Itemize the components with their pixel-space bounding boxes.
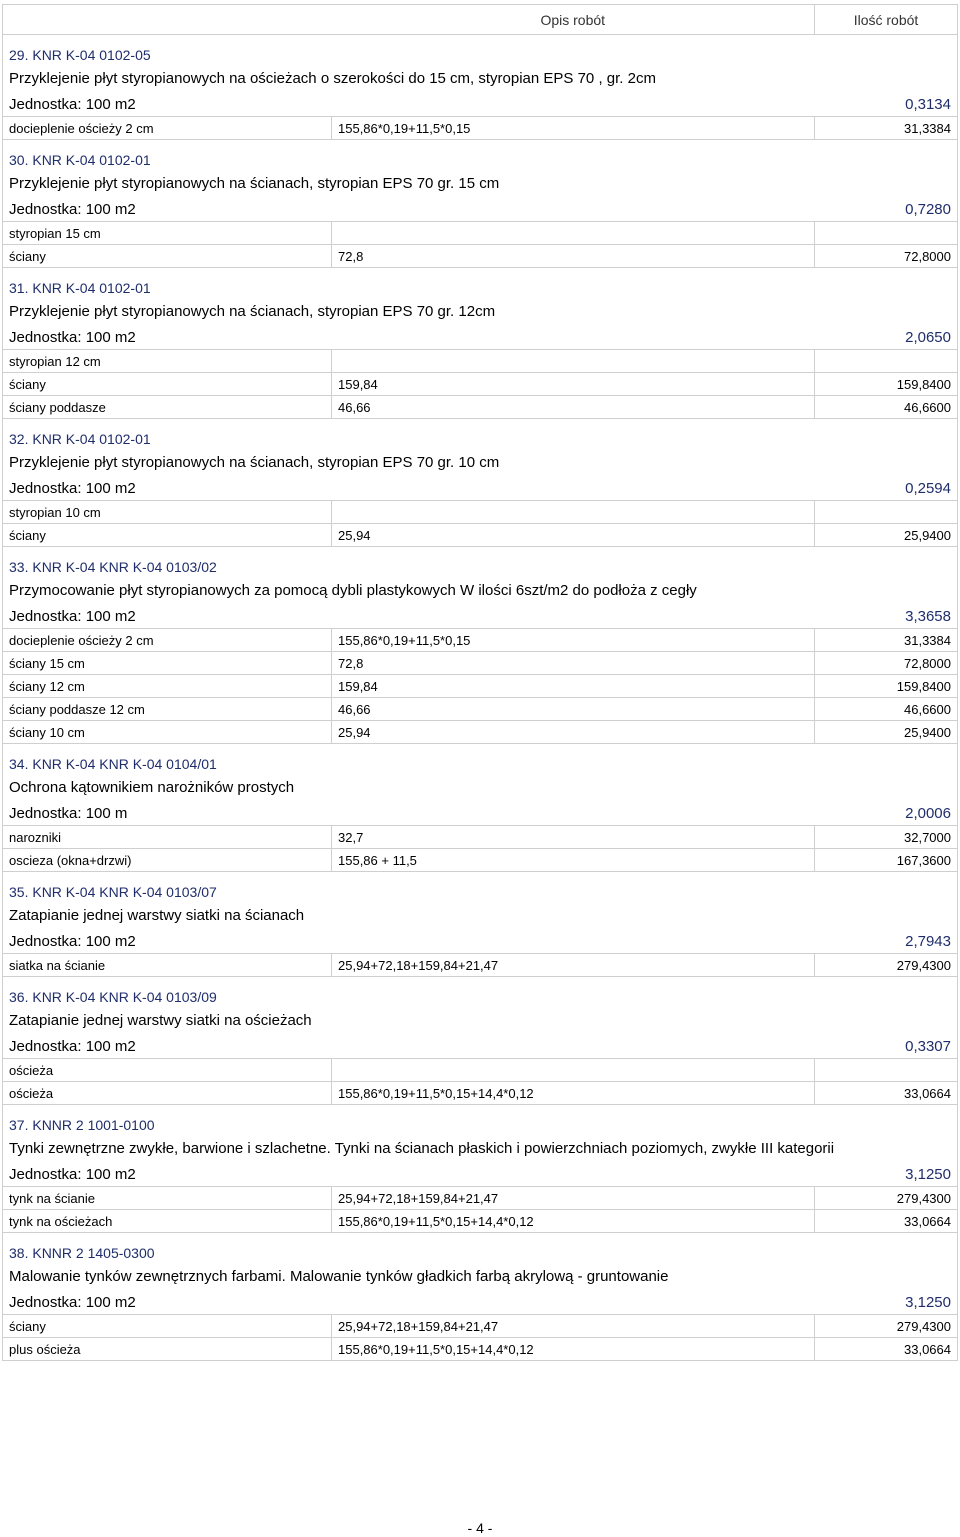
position-number: 31. KNR K-04 0102-01 bbox=[3, 268, 958, 299]
table-header-row bbox=[3, 5, 958, 35]
calculation-result: 32,7000 bbox=[815, 826, 958, 849]
cost-estimate-sheet bbox=[2, 4, 957, 1361]
position-description-row bbox=[3, 1007, 958, 1034]
position-description: Zatapianie jednej warstwy siatki na ościeżach bbox=[3, 1007, 958, 1034]
position-description: Zatapianie jednej warstwy siatki na ścianach bbox=[3, 902, 958, 929]
calculation-formula: 155,86*0,19+11,5*0,15 bbox=[332, 117, 815, 140]
calculation-result: 25,9400 bbox=[815, 524, 958, 547]
unit-row bbox=[3, 1162, 958, 1187]
unit-quantity: 0,3134 bbox=[815, 92, 958, 117]
calculation-result: 159,8400 bbox=[815, 373, 958, 396]
unit-label: Jednostka: 100 m bbox=[3, 801, 332, 826]
unit-label: Jednostka: 100 m2 bbox=[3, 1162, 332, 1187]
unit-label: Jednostka: 100 m2 bbox=[3, 929, 332, 954]
calculation-label: ściany 12 cm bbox=[3, 675, 332, 698]
unit-row bbox=[3, 1290, 958, 1315]
calculation-formula bbox=[332, 350, 815, 373]
unit-spacer bbox=[332, 197, 815, 222]
position-number-row bbox=[3, 35, 958, 66]
calculation-result: 279,4300 bbox=[815, 1315, 958, 1338]
unit-label: Jednostka: 100 m2 bbox=[3, 476, 332, 501]
calculation-row bbox=[3, 1315, 958, 1338]
position-number-row bbox=[3, 419, 958, 450]
calculation-result: 31,3384 bbox=[815, 629, 958, 652]
calculation-label: ściany poddasze 12 cm bbox=[3, 698, 332, 721]
calculation-label: ściany bbox=[3, 1315, 332, 1338]
unit-spacer bbox=[332, 325, 815, 350]
unit-spacer bbox=[332, 1162, 815, 1187]
unit-quantity: 0,3307 bbox=[815, 1034, 958, 1059]
calculation-label: tynk na ścianie bbox=[3, 1187, 332, 1210]
calculation-row bbox=[3, 1082, 958, 1105]
calculation-result: 72,8000 bbox=[815, 652, 958, 675]
position-description-row bbox=[3, 298, 958, 325]
calculation-row bbox=[3, 501, 958, 524]
calculation-row bbox=[3, 1187, 958, 1210]
unit-quantity: 2,0650 bbox=[815, 325, 958, 350]
calculation-formula: 72,8 bbox=[332, 245, 815, 268]
calculation-formula bbox=[332, 501, 815, 524]
unit-label: Jednostka: 100 m2 bbox=[3, 197, 332, 222]
calculation-row bbox=[3, 373, 958, 396]
calculation-result: 279,4300 bbox=[815, 954, 958, 977]
calculation-formula bbox=[332, 222, 815, 245]
calculation-formula: 25,94 bbox=[332, 721, 815, 744]
calculation-result bbox=[815, 1059, 958, 1082]
calculation-label: styropian 15 cm bbox=[3, 222, 332, 245]
page-number: - 4 - bbox=[467, 1520, 493, 1536]
calculation-label: ściany bbox=[3, 373, 332, 396]
calculation-formula: 155,86*0,19+11,5*0,15+14,4*0,12 bbox=[332, 1082, 815, 1105]
unit-spacer bbox=[332, 604, 815, 629]
calculation-label: docieplenie ościeży 2 cm bbox=[3, 629, 332, 652]
calculation-result: 46,6600 bbox=[815, 396, 958, 419]
calculation-formula: 159,84 bbox=[332, 373, 815, 396]
position-number-row bbox=[3, 140, 958, 171]
calculation-row bbox=[3, 524, 958, 547]
position-description-row bbox=[3, 170, 958, 197]
calculation-row bbox=[3, 954, 958, 977]
unit-quantity: 2,0006 bbox=[815, 801, 958, 826]
position-description: Ochrona kątownikiem narożników prostych bbox=[3, 774, 958, 801]
calculation-label: oscieza (okna+drzwi) bbox=[3, 849, 332, 872]
calculation-label: ościeża bbox=[3, 1082, 332, 1105]
position-number: 34. KNR K-04 KNR K-04 0104/01 bbox=[3, 744, 958, 775]
calculation-label: ściany 15 cm bbox=[3, 652, 332, 675]
unit-label: Jednostka: 100 m2 bbox=[3, 1290, 332, 1315]
unit-row bbox=[3, 801, 958, 826]
calculation-row bbox=[3, 721, 958, 744]
unit-quantity: 3,3658 bbox=[815, 604, 958, 629]
calculation-row bbox=[3, 1210, 958, 1233]
unit-label: Jednostka: 100 m2 bbox=[3, 92, 332, 117]
calculation-result bbox=[815, 501, 958, 524]
position-number-row bbox=[3, 977, 958, 1008]
position-description-row bbox=[3, 1263, 958, 1290]
calculation-result: 33,0664 bbox=[815, 1082, 958, 1105]
position-description: Przyklejenie płyt styropianowych na ścianach, styropian EPS 70 gr. 12cm bbox=[3, 298, 958, 325]
unit-quantity: 2,7943 bbox=[815, 929, 958, 954]
calculation-formula: 46,66 bbox=[332, 698, 815, 721]
header-description: Opis robót bbox=[332, 5, 815, 35]
unit-quantity: 3,1250 bbox=[815, 1290, 958, 1315]
calculation-row bbox=[3, 698, 958, 721]
calculation-result: 167,3600 bbox=[815, 849, 958, 872]
calculation-result: 31,3384 bbox=[815, 117, 958, 140]
calculation-result: 33,0664 bbox=[815, 1210, 958, 1233]
calculation-formula: 25,94+72,18+159,84+21,47 bbox=[332, 1187, 815, 1210]
position-number-row bbox=[3, 547, 958, 578]
position-description: Przyklejenie płyt styropianowych na ścianach, styropian EPS 70 gr. 15 cm bbox=[3, 170, 958, 197]
calculation-row bbox=[3, 826, 958, 849]
calculation-result bbox=[815, 350, 958, 373]
calculation-label: ościeża bbox=[3, 1059, 332, 1082]
unit-label: Jednostka: 100 m2 bbox=[3, 325, 332, 350]
calculation-result: 33,0664 bbox=[815, 1338, 958, 1361]
calculation-label: narozniki bbox=[3, 826, 332, 849]
unit-row bbox=[3, 197, 958, 222]
calculation-row bbox=[3, 396, 958, 419]
header-quantity: Ilość robót bbox=[815, 5, 958, 35]
calculation-formula: 155,86*0,19+11,5*0,15 bbox=[332, 629, 815, 652]
unit-row bbox=[3, 929, 958, 954]
calculation-result: 72,8000 bbox=[815, 245, 958, 268]
position-description: Tynki zewnętrzne zwykłe, barwione i szlachetne. Tynki na ścianach płaskich i powierzchniach poziomych, zwykłe III kategorii bbox=[3, 1135, 958, 1162]
calculation-label: ściany 10 cm bbox=[3, 721, 332, 744]
position-number: 32. KNR K-04 0102-01 bbox=[3, 419, 958, 450]
unit-spacer bbox=[332, 92, 815, 117]
calculation-label: styropian 10 cm bbox=[3, 501, 332, 524]
calculation-formula: 46,66 bbox=[332, 396, 815, 419]
position-description-row bbox=[3, 577, 958, 604]
calculation-row bbox=[3, 245, 958, 268]
unit-spacer bbox=[332, 929, 815, 954]
calculation-label: siatka na ścianie bbox=[3, 954, 332, 977]
unit-row bbox=[3, 604, 958, 629]
position-number: 33. KNR K-04 KNR K-04 0103/02 bbox=[3, 547, 958, 578]
calculation-formula: 25,94+72,18+159,84+21,47 bbox=[332, 1315, 815, 1338]
calculation-row bbox=[3, 1338, 958, 1361]
position-number-row bbox=[3, 1233, 958, 1264]
calculation-row bbox=[3, 675, 958, 698]
calculation-result: 25,9400 bbox=[815, 721, 958, 744]
position-number: 38. KNNR 2 1405-0300 bbox=[3, 1233, 958, 1264]
calculation-result: 279,4300 bbox=[815, 1187, 958, 1210]
calculation-row bbox=[3, 849, 958, 872]
position-number-row bbox=[3, 872, 958, 903]
position-description-row bbox=[3, 902, 958, 929]
calculation-formula: 159,84 bbox=[332, 675, 815, 698]
calculation-label: plus ościeża bbox=[3, 1338, 332, 1361]
calculation-row bbox=[3, 629, 958, 652]
unit-row bbox=[3, 92, 958, 117]
position-description-row bbox=[3, 774, 958, 801]
calculation-row bbox=[3, 222, 958, 245]
calculation-label: ściany bbox=[3, 524, 332, 547]
calculation-row bbox=[3, 652, 958, 675]
calculation-formula: 72,8 bbox=[332, 652, 815, 675]
calculation-formula: 25,94 bbox=[332, 524, 815, 547]
unit-spacer bbox=[332, 1290, 815, 1315]
calculation-formula: 155,86*0,19+11,5*0,15+14,4*0,12 bbox=[332, 1210, 815, 1233]
position-number-row bbox=[3, 268, 958, 299]
calculation-label: tynk na ościeżach bbox=[3, 1210, 332, 1233]
unit-label: Jednostka: 100 m2 bbox=[3, 1034, 332, 1059]
position-description: Malowanie tynków zewnętrznych farbami. Malowanie tynków gładkich farbą akrylową - gruntowanie bbox=[3, 1263, 958, 1290]
calculation-formula: 25,94+72,18+159,84+21,47 bbox=[332, 954, 815, 977]
position-number: 30. KNR K-04 0102-01 bbox=[3, 140, 958, 171]
unit-spacer bbox=[332, 1034, 815, 1059]
calculation-formula: 32,7 bbox=[332, 826, 815, 849]
calculation-result: 46,6600 bbox=[815, 698, 958, 721]
position-number: 37. KNNR 2 1001-0100 bbox=[3, 1105, 958, 1136]
position-description: Przymocowanie płyt styropianowych za pomocą dybli plastykowych W ilości 6szt/m2 do podłoża z cegły bbox=[3, 577, 958, 604]
calculation-row bbox=[3, 117, 958, 140]
position-number: 35. KNR K-04 KNR K-04 0103/07 bbox=[3, 872, 958, 903]
position-description-row bbox=[3, 449, 958, 476]
calculation-result: 159,8400 bbox=[815, 675, 958, 698]
position-description: Przyklejenie płyt styropianowych na ościeżach o szerokości do 15 cm, styropian EPS 70 , gr. 2cm bbox=[3, 65, 958, 92]
unit-spacer bbox=[332, 801, 815, 826]
unit-spacer bbox=[332, 476, 815, 501]
calculation-row bbox=[3, 1059, 958, 1082]
unit-row bbox=[3, 1034, 958, 1059]
position-number-row bbox=[3, 744, 958, 775]
calculation-label: ściany poddasze bbox=[3, 396, 332, 419]
unit-row bbox=[3, 476, 958, 501]
calculation-label: ściany bbox=[3, 245, 332, 268]
unit-quantity: 0,7280 bbox=[815, 197, 958, 222]
calculation-formula: 155,86 + 11,5 bbox=[332, 849, 815, 872]
unit-label: Jednostka: 100 m2 bbox=[3, 604, 332, 629]
position-number-row bbox=[3, 1105, 958, 1136]
unit-row bbox=[3, 325, 958, 350]
calculation-result bbox=[815, 222, 958, 245]
calculation-formula bbox=[332, 1059, 815, 1082]
position-description-row bbox=[3, 65, 958, 92]
unit-quantity: 0,2594 bbox=[815, 476, 958, 501]
position-description: Przyklejenie płyt styropianowych na ścianach, styropian EPS 70 gr. 10 cm bbox=[3, 449, 958, 476]
position-description-row bbox=[3, 1135, 958, 1162]
position-number: 36. KNR K-04 KNR K-04 0103/09 bbox=[3, 977, 958, 1008]
calculation-label: docieplenie ościeży 2 cm bbox=[3, 117, 332, 140]
calculation-label: styropian 12 cm bbox=[3, 350, 332, 373]
calculation-formula: 155,86*0,19+11,5*0,15+14,4*0,12 bbox=[332, 1338, 815, 1361]
calculation-row bbox=[3, 350, 958, 373]
position-number: 29. KNR K-04 0102-05 bbox=[3, 35, 958, 66]
unit-quantity: 3,1250 bbox=[815, 1162, 958, 1187]
bill-of-quantities-table bbox=[2, 4, 958, 1361]
header-spacer bbox=[3, 5, 332, 35]
